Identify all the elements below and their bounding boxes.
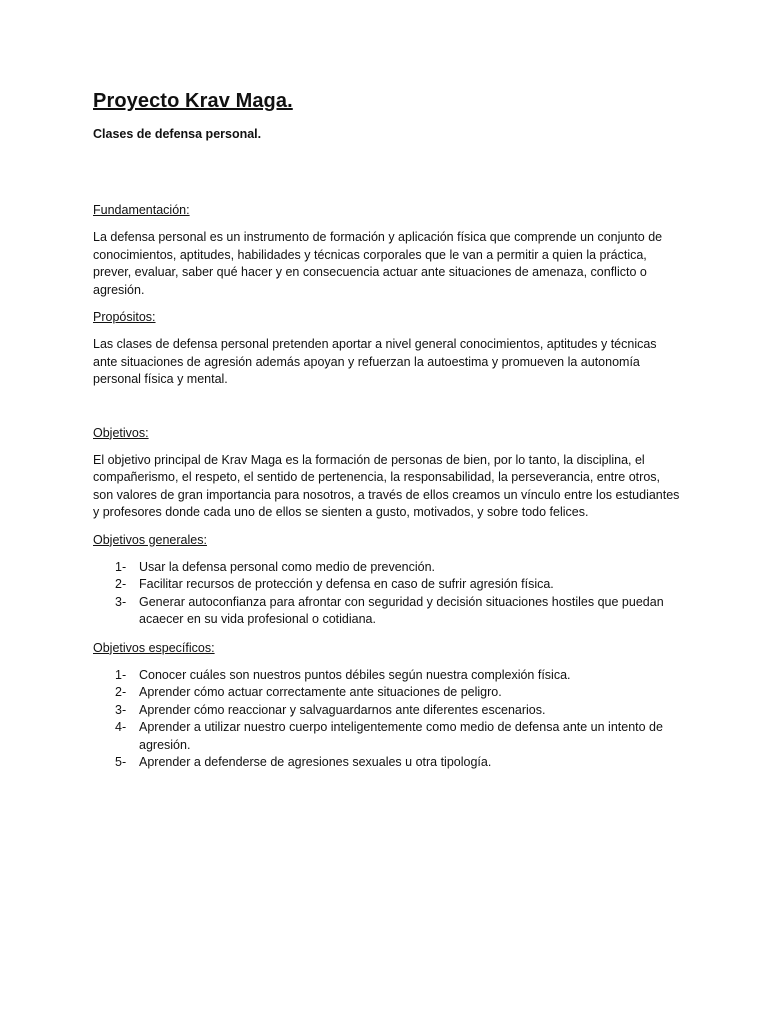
paragraph-propositos: Las clases de defensa personal pretenden aportar a nivel general conocimientos, aptitudes y técnicas ante situaciones de agresión además apoyan y refuerzan la autoestima y promueven la autonomía personal física y mental. [93,337,657,386]
list-item [93,667,683,685]
document-page [93,90,683,784]
list-item-text: Facilitar recursos de protección y defensa en caso de sufrir agresión física. [139,577,554,591]
list-item-text: Aprender a utilizar nuestro cuerpo inteligentemente como medio de defensa ante un intento de agresión. [139,720,663,752]
list-item [93,594,683,629]
list-item-number: 3- [115,702,127,717]
list-item-number: 4- [115,720,127,734]
list-item-text: Usar la defensa personal como medio de prevención. [139,559,436,574]
list-item-text: Aprender cómo reaccionar y salvaguardarnos ante diferentes escenarios. [139,702,546,717]
list-objetivos-especificos [93,667,683,772]
document-subtitle: Clases de defensa personal. [93,127,262,141]
list-item [93,754,683,772]
list-item-number: 1- [115,559,127,574]
list-item [93,719,683,754]
paragraph-fundamentacion: La defensa personal es un instrumento de formación y aplicación física que comprende un conjunto de conocimientos, aptitudes, habilidades y técnicas corporales que le van a permitir a quien la práctica, prever, evaluar, saber qué hacer y en consecuencia actuar ante situaciones de amenaza, conflicto o agresión. [93,230,663,297]
heading-propositos: Propósitos: [93,310,156,324]
list-item-number: 1- [115,667,127,682]
list-item-text: Generar autoconfianza para afrontar con seguridad y decisión situaciones hostiles que puedan acaecer en su vida profesional o cotidiana. [139,594,664,626]
heading-objetivos-especificos: Objetivos específicos: [93,640,215,655]
heading-fundamentacion: Fundamentación: [93,203,190,217]
list-item-text: Aprender a defenderse de agresiones sexuales u otra tipología. [139,755,492,769]
list-item [93,684,683,702]
list-item [93,702,683,720]
list-item-text: Aprender cómo actuar correctamente ante situaciones de peligro. [139,685,502,699]
list-item-number: 2- [115,577,127,591]
heading-objetivos: Objetivos: [93,425,149,440]
document-title: Proyecto Krav Maga. [93,90,293,112]
list-objetivos-generales [93,559,683,629]
list-item [93,576,683,594]
list-item [93,559,683,577]
list-item-number: 3- [115,594,127,609]
heading-objetivos-generales: Objetivos generales: [93,532,207,547]
list-item-number: 5- [115,755,127,769]
paragraph-objetivos: El objetivo principal de Krav Maga es la formación de personas de bien, por lo tanto, la disciplina, el compañerismo, el respeto, el sentido de pertenencia, la responsabilidad, la perseverancia, entre otros, son valores de gran importancia para nosotros, a través de ellos creamos un vínculo entre los estudiantes y profesores donde cada uno de ellos se sienten a gusto, motivados, y sobre todo felices. [93,452,680,519]
list-item-text: Conocer cuáles son nuestros puntos débiles según nuestra complexión física. [139,667,571,682]
list-item-number: 2- [115,685,127,699]
